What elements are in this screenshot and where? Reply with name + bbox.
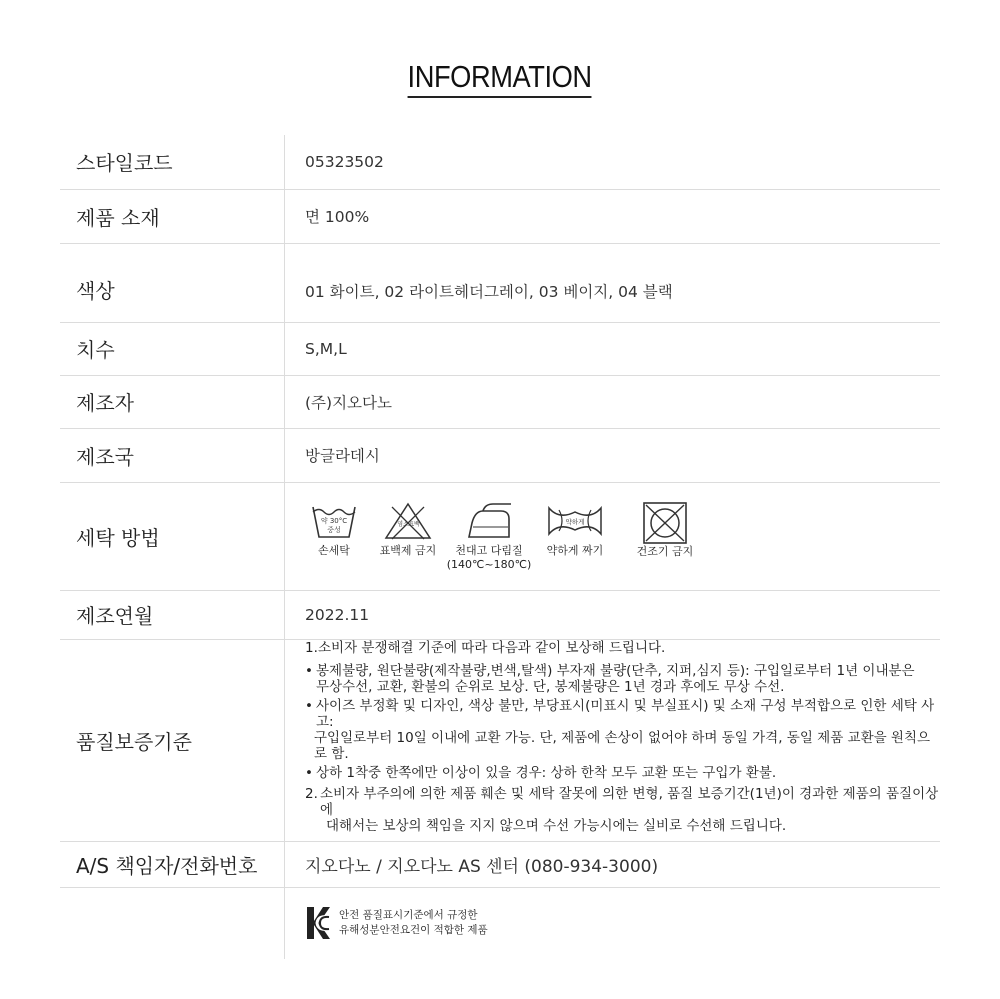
value-country: 방글라데시 <box>285 428 941 482</box>
value-size: S,M,L <box>285 322 941 375</box>
row-size <box>60 322 940 375</box>
row-style-code <box>60 135 940 189</box>
label-date: 제조연월 <box>60 590 285 639</box>
label-color: 색상 <box>60 243 285 322</box>
value-maker: (주)지오다노 <box>285 375 941 428</box>
label-kc-empty <box>60 887 285 959</box>
no-bleach-bleach: 표백 <box>408 520 420 528</box>
care-no-tumble-dry <box>631 501 699 559</box>
row-kc <box>60 887 940 959</box>
hand-wash-temp: 약 30°C <box>320 516 348 525</box>
product-info-table <box>60 135 940 959</box>
label-maker: 제조자 <box>60 375 285 428</box>
quality-item-1: 1. 소비자 분쟁해결 기준에 따라 다음과 같이 보상해 드립니다. <box>305 639 666 656</box>
iron-label: 천대고 다림질 <box>455 543 523 557</box>
care-iron <box>446 501 532 572</box>
label-as: A/S 책임자/전화번호 <box>60 841 285 887</box>
label-quality: 품질보증기준 <box>60 639 285 841</box>
value-style-code: 05323502 <box>285 135 941 189</box>
kc-text: 안전 품질표시기준에서 규정한 유해성분안전요건이 적합한 제품 <box>339 909 488 937</box>
quality-bullet-3: • 상하 1착중 한쪽에만 이상이 있을 경우: 상하 한착 모두 교환 또는 구입가 환불. <box>305 764 777 781</box>
label-style-code: 스타일코드 <box>60 135 285 189</box>
quality-text <box>305 640 940 834</box>
label-size: 치수 <box>60 322 285 375</box>
gentle-wring-icon <box>545 501 605 541</box>
label-material: 제품 소재 <box>60 189 285 243</box>
gentle-wring-text: 약하게 <box>565 517 585 526</box>
no-tumble-dry-label: 건조기 금지 <box>636 544 694 558</box>
no-bleach-chlorine: 염소 <box>397 520 409 528</box>
row-quality <box>60 639 940 841</box>
no-bleach-icon <box>383 501 433 541</box>
care-no-bleach <box>375 501 441 558</box>
quality-item-2: 2. 소비자 부주의에 의한 제품 훼손 및 세탁 잘못에 의한 변형, 품질 보증기간(1년)이 경과한 제품의 품질이상에 대해서는 보상의 책임을 지지 않으며 수선 가능시에는 실비로 수선해 드립니다. <box>305 785 939 834</box>
value-as: 지오다노 / 지오다노 AS 센터 (080-934-3000) <box>285 841 941 887</box>
hand-wash-neutral: 중성 <box>327 525 341 534</box>
row-as <box>60 841 940 887</box>
label-country: 제조국 <box>60 428 285 482</box>
row-wash <box>60 482 940 590</box>
row-color <box>60 243 940 322</box>
hand-wash-label: 손세탁 <box>318 543 350 557</box>
row-country <box>60 428 940 482</box>
kc-certification <box>305 905 940 941</box>
iron-temperature: (140℃~180℃) <box>446 557 532 571</box>
no-tumble-dry-icon <box>642 501 688 545</box>
quality-bullet-2: • 사이즈 부정확 및 디자인, 색상 불만, 부당표시(미표시 및 부실표시) 및 소재 구성 부적합으로 인한 세탁 사고: 구입일로부터 10일 이내에 교환 가능. 단, 제품에 손상이 없어야 하며 동일 가격, 동일 제품 교환을 원칙으로 함. <box>305 697 935 762</box>
kc-certification-mark <box>305 905 331 941</box>
care-hand-wash <box>305 501 363 558</box>
value-date: 2022.11 <box>285 590 941 639</box>
care-symbols <box>305 501 940 572</box>
value-material: 면 100% <box>285 189 941 243</box>
care-gentle-wring <box>543 501 607 558</box>
no-bleach-label: 표백제 금지 <box>379 543 437 557</box>
label-wash: 세탁 방법 <box>60 482 285 590</box>
page-title-wrap <box>0 58 1000 98</box>
row-material <box>60 189 940 243</box>
wash-icons-cell <box>285 482 941 590</box>
row-maker <box>60 375 940 428</box>
kc-cell <box>285 887 941 959</box>
page-title: INFORMATION <box>408 58 592 98</box>
gentle-wring-label: 약하게 짜기 <box>546 543 604 557</box>
quality-bullet-1: • 봉제불량, 원단불량(제작불량,변색,탈색) 부자재 불량(단추, 지퍼,심지 등): 구입일로부터 1년 이내분은 무상수선, 교환, 환불의 순위로 보상. 단, 봉제불량은 1년 경과 후에도 무상 수선. <box>305 662 915 695</box>
hand-wash-icon <box>311 501 357 541</box>
value-color: 01 화이트, 02 라이트헤더그레이, 03 베이지, 04 블랙 <box>285 243 941 322</box>
iron-icon <box>463 501 515 541</box>
quality-cell <box>285 639 941 841</box>
row-date <box>60 590 940 639</box>
